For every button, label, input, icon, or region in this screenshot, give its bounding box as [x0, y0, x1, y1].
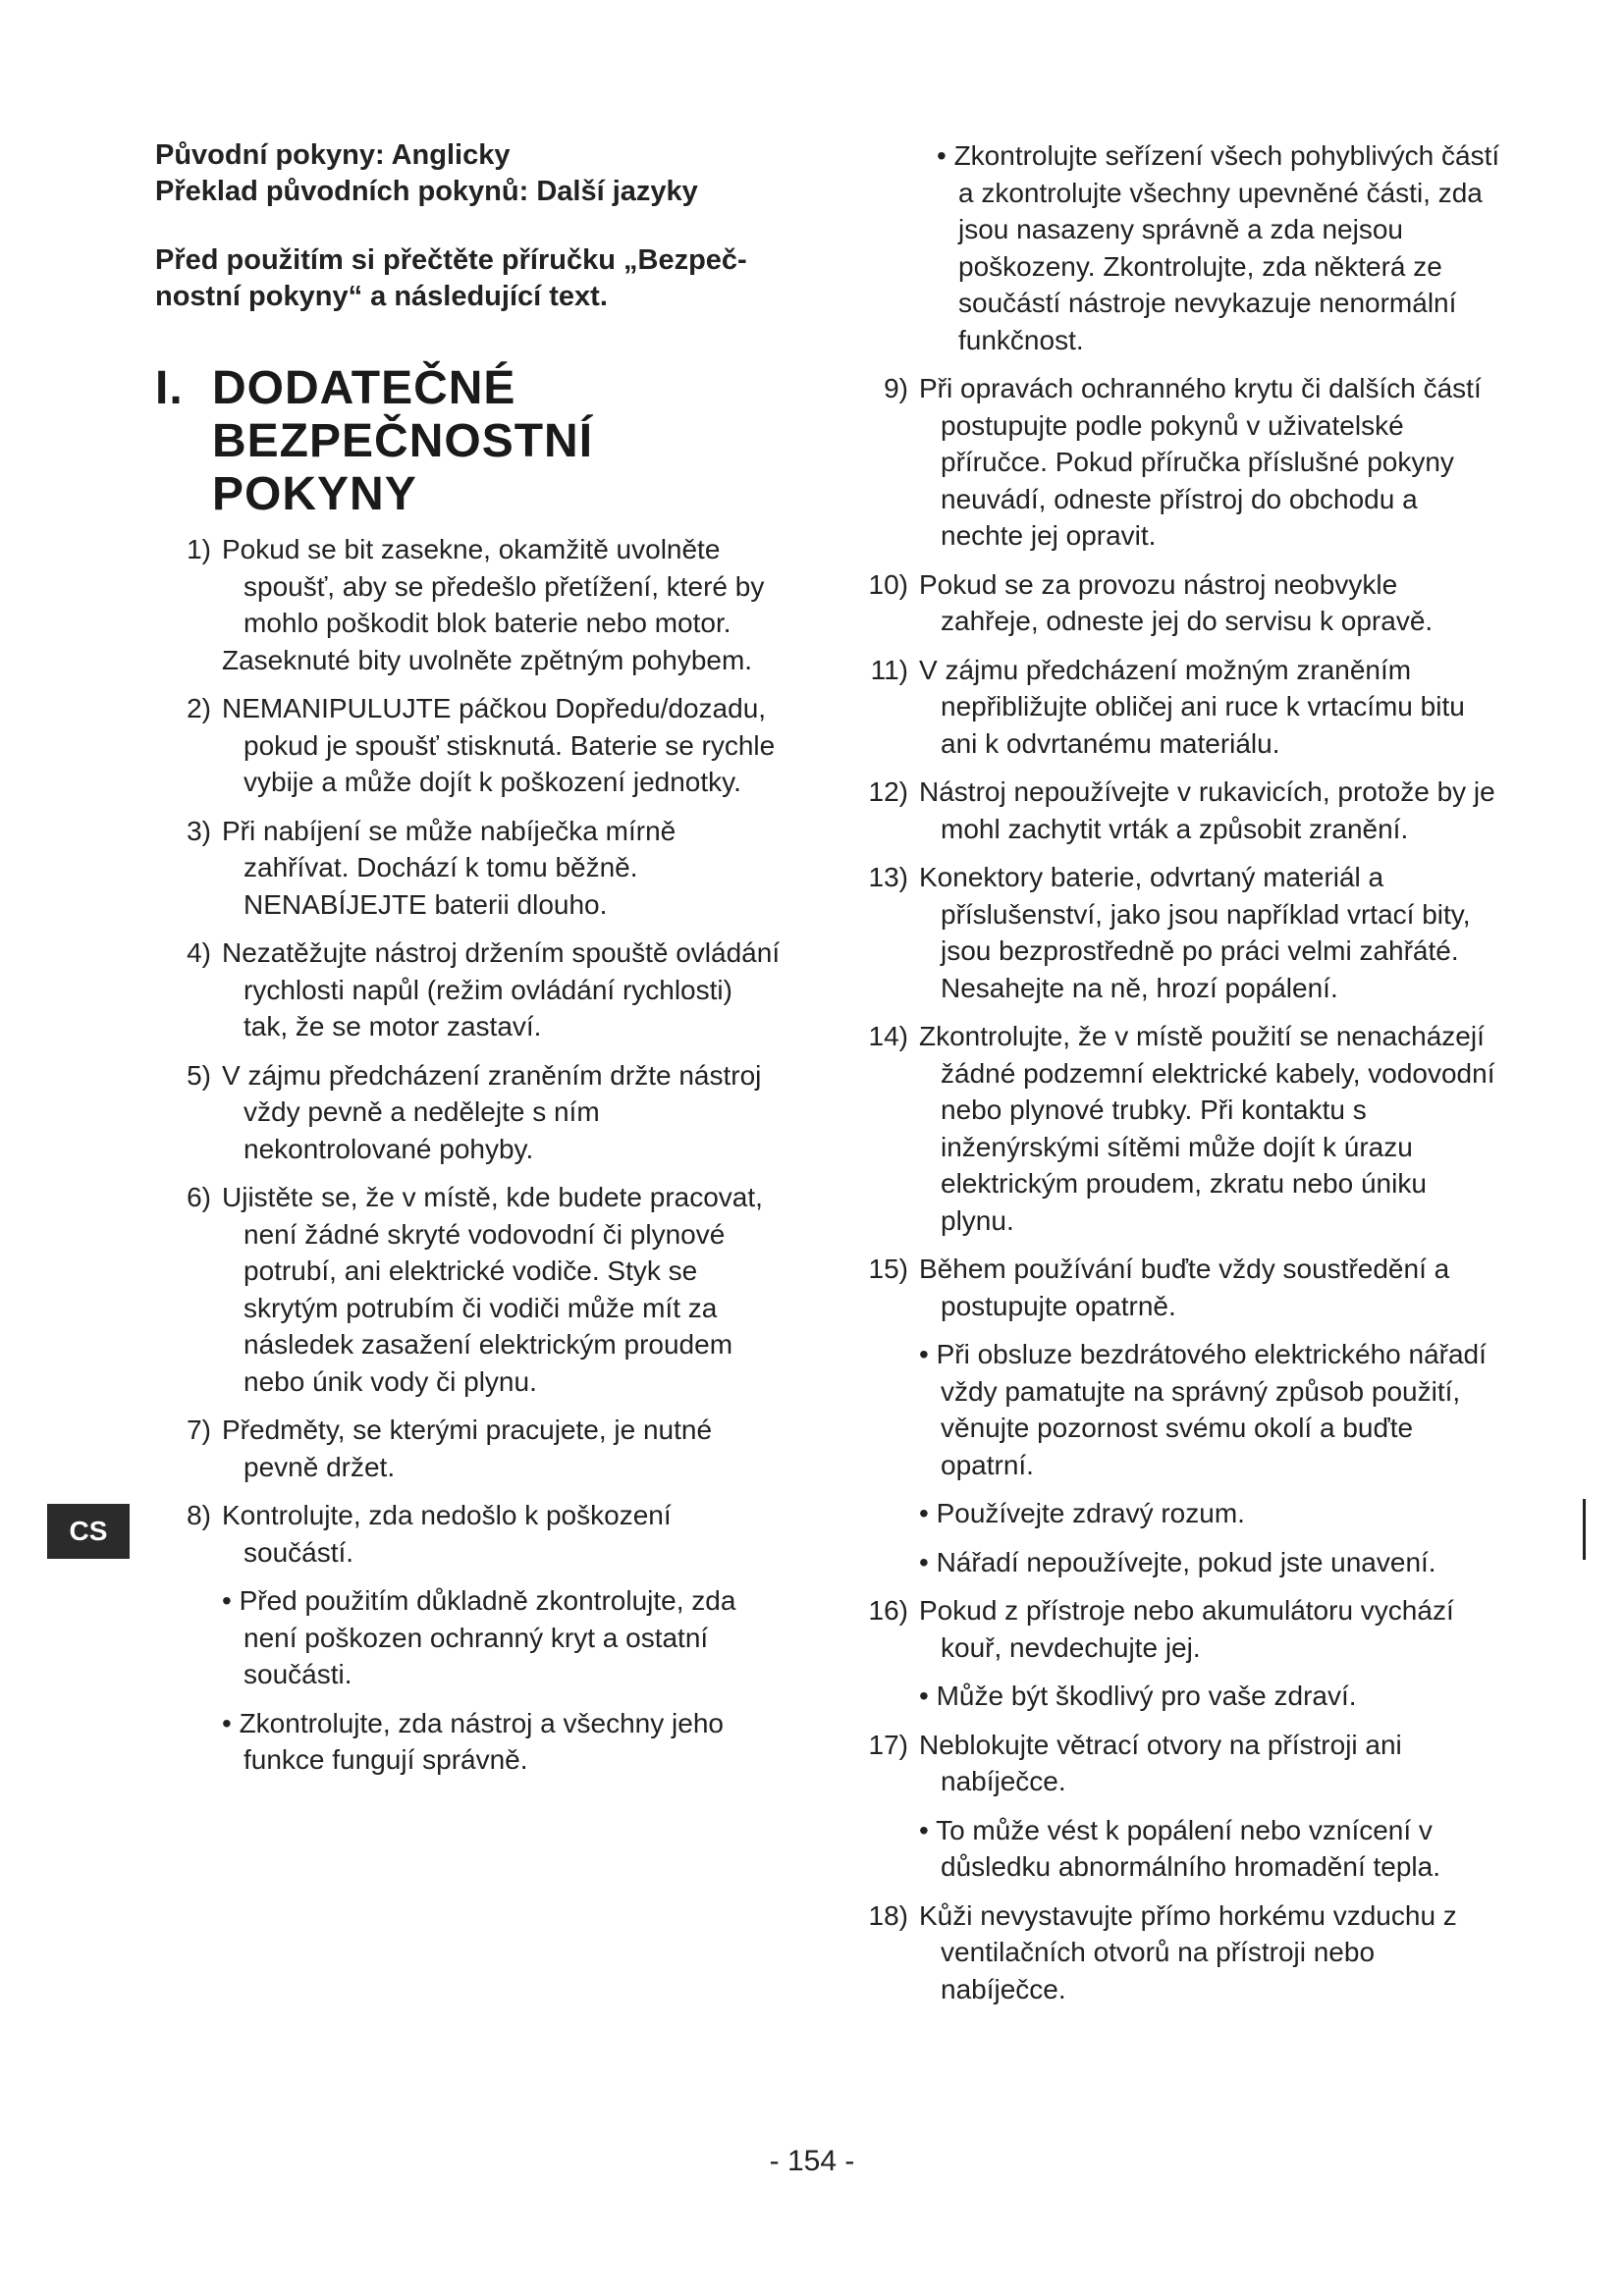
list-item — [852, 1251, 1500, 1580]
item-number: 6) — [187, 1182, 211, 1212]
item-bullet: • Zkontrolujte, zda nástroj a všechny jeho funkce fungují správně. — [222, 1707, 724, 1775]
list-item — [155, 813, 784, 924]
item-text: Kůži nevystavujte přímo horkému vzduchu z ventilačních otvorů na přístroji nebo nabíječce. — [919, 1899, 1457, 2004]
item-bullet: • Nářadí nepoužívejte, pokud jste unavení. — [919, 1546, 1436, 1577]
section-number: I. — [155, 362, 184, 414]
section-heading: DODATEČNÉ BEZPEČNOSTNÍ POKYNY — [212, 362, 594, 520]
read-manual-line-2: nostní pokyny“ a následující text. — [155, 281, 608, 312]
original-instructions-line: Původní pokyny: Anglicky — [155, 139, 511, 171]
item-text: Při nabíjení se může nabíječka mírně zahřívat. Dochází k tomu běžně. NENABÍJEJTE baterii dlouho. — [222, 815, 677, 920]
page-number: - 154 - — [769, 2145, 855, 2177]
item-text: Kontrolujte, zda nedošlo k poškození součástí. — [222, 1500, 672, 1568]
item-bullet: • Používejte zdravý rozum. — [919, 1498, 1245, 1528]
list-item — [155, 1179, 784, 1400]
item-text: Při opravách ochranného krytu či dalších částí postupujte podle pokynů v uživatelské příručce. Pokud příručka příslušné pokyny neuvádí, odneste přístroj do obchodu a nechte jej opravit. — [919, 373, 1482, 551]
list-item — [155, 531, 784, 678]
item-bullet: • Před použitím důkladně zkontrolujte, zda není poškozen ochranný kryt a ostatní součásti. — [222, 1585, 736, 1689]
item-number: 14) — [868, 1021, 908, 1051]
list-item — [155, 1497, 784, 1779]
item-text: V zájmu předcházení možným zraněním nepřibližujte obličej ani ruce k vrtacímu bitu ani k odvrtanému materiálu. — [919, 654, 1465, 759]
item-text: Nástroj nepoužívejte v rukavicích, protože by je mohl zachytit vrták a způsobit zranění. — [919, 776, 1495, 844]
item-text: Nezatěžujte nástroj držením spouště ovládání rychlosti napůl (režim ovládání rychlosti) tak, že se motor zastaví. — [222, 937, 781, 1041]
read-manual-line-1: Před použitím si přečtěte příručku „Bezpeč- — [155, 244, 747, 276]
safety-list-left — [155, 531, 784, 1779]
list-item — [155, 690, 784, 801]
continued-bullet: • Zkontrolujte seřízení všech pohyblivých částí a zkontrolujte všechny upevněné části, zda jsou nasazeny správně a zda nejsou poškozeny. Zkontrolujte, zda některá ze součástí nástroje nevykazuje nenormální funkčnost. — [937, 140, 1500, 355]
item-number: 3) — [187, 815, 211, 846]
item-text: V zájmu předcházení zraněním držte nástroj vždy pevně a nedělejte s ním nekontrolované pohyby. — [222, 1059, 762, 1164]
item-text: Konektory baterie, odvrtaný materiál a příslušenství, jako jsou například vrtací bity, jsou bezprostředně po práci velmi zahřáté. Nesahejte na ně, hrozí popálení. — [919, 862, 1471, 1003]
item-text: Pokud se bit zasekne, okamžitě uvolněte spoušť, aby se předešlo přetížení, které by mohlo poškodit blok baterie nebo motor. — [222, 534, 765, 638]
item-text: Předměty, se kterými pracujete, je nutné pevně držet. — [222, 1415, 713, 1482]
item-bullet: • Může být škodlivý pro vaše zdraví. — [919, 1681, 1357, 1711]
list-item — [852, 1018, 1500, 1239]
language-tab: CS — [47, 1504, 130, 1559]
item-bullet: • Při obsluze bezdrátového elektrického nářadí vždy pamatujte na správný způsob použití, věnujte pozornost svému okolí a buďte opatrní. — [919, 1339, 1487, 1480]
item-bullet: • To může vést k popálení nebo vznícení v důsledku abnormálního hromadění tepla. — [919, 1814, 1441, 1882]
section-title — [155, 362, 784, 521]
item-number: 2) — [187, 693, 211, 723]
list-item — [852, 859, 1500, 1006]
item-text: Zaseknuté bity uvolněte zpětným pohybem. — [222, 644, 753, 675]
left-column — [155, 137, 784, 1790]
item-number: 7) — [187, 1415, 211, 1445]
item-number: 8) — [187, 1500, 211, 1530]
item-text: Pokud z přístroje nebo akumulátoru vychází kouř, nevdechujte jej. — [919, 1595, 1454, 1663]
item-number: 12) — [868, 776, 908, 807]
translation-line: Překlad původních pokynů: Další jazyky — [155, 176, 698, 207]
list-item — [155, 934, 784, 1045]
item-number: 5) — [187, 1059, 211, 1091]
item-number: 18) — [868, 1899, 908, 1931]
item-number: 10) — [868, 568, 908, 600]
list-item — [852, 566, 1500, 640]
right-column — [852, 137, 1500, 2019]
item-text: Během používání buďte vždy soustředění a postupujte opatrně. — [919, 1254, 1450, 1321]
list-item — [852, 1897, 1500, 2008]
item-text: Zkontrolujte, že v místě použití se nenacházejí žádné podzemní elektrické kabely, vodovodní nebo plynové trubky. Při kontaktu s inženýrskými sítěmi může dojít k úrazu elektrickým proudem, zkratu nebo úniku plynu. — [919, 1021, 1495, 1236]
item-number: 15) — [868, 1254, 908, 1284]
list-item — [852, 370, 1500, 555]
item-text: Pokud se za provozu nástroj neobvykle zahřeje, odneste jej do servisu k opravě. — [919, 568, 1434, 636]
list-item — [155, 1412, 784, 1485]
item-number: 4) — [187, 937, 211, 968]
item-text: Ujistěte se, že v místě, kde budete pracovat, není žádné skryté vodovodní či plynové potrubí, ani elektrické vodiče. Styk se skrytým potrubím či vodiči může mít za následek zasažení elektrickým proudem nebo únik vody či plynu. — [222, 1182, 763, 1397]
list-item — [852, 652, 1500, 763]
item-number: 16) — [868, 1595, 908, 1626]
item-number: 17) — [868, 1729, 908, 1760]
list-item — [852, 774, 1500, 847]
item-text: NEMANIPULUJTE páčkou Dopředu/dozadu, pokud je spoušť stisknutá. Baterie se rychle vybije a může dojít k poškození jednotky. — [222, 693, 776, 797]
list-item — [155, 1057, 784, 1168]
safety-list-right — [852, 370, 1500, 2007]
item-number: 13) — [868, 862, 908, 892]
item-number: 1) — [187, 534, 211, 564]
margin-mark — [1583, 1499, 1586, 1560]
item-number: 9) — [884, 373, 908, 403]
item-number: 11) — [870, 654, 908, 685]
list-item — [852, 1592, 1500, 1715]
item-text: Neblokujte větrací otvory na přístroji ani nabíječce. — [919, 1729, 1402, 1796]
list-item — [852, 1727, 1500, 1886]
